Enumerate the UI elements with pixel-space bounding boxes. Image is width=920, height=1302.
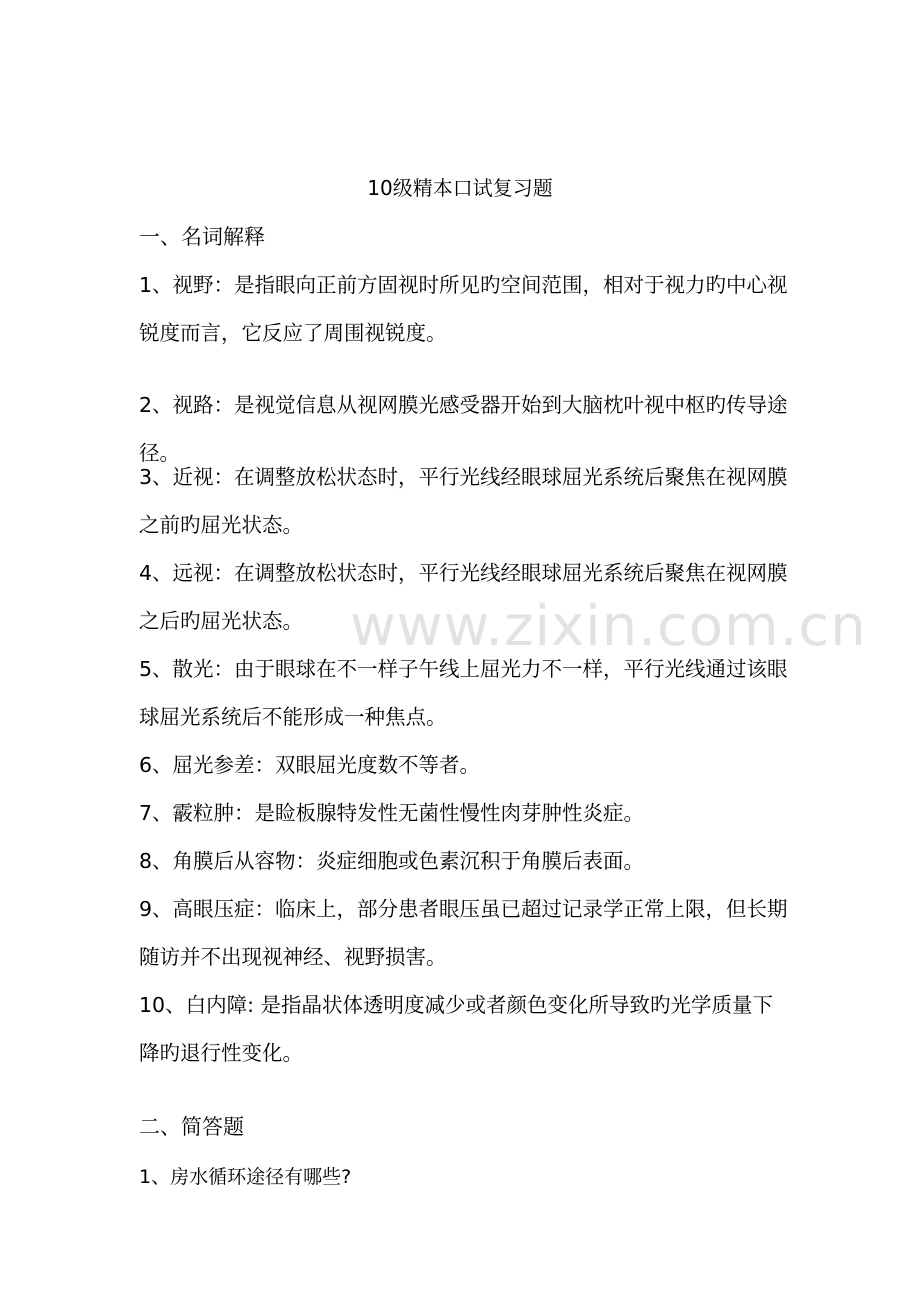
section-heading-short-answer: 二、简答题 xyxy=(139,1115,244,1139)
document-title: 10级精本口试复习题 xyxy=(367,176,553,200)
watermark: www.zixin.com.cn xyxy=(350,594,867,659)
question-item-aqueous-humor: 1、房水循环途径有哪些? xyxy=(139,1166,352,1188)
term-item-visual-field: 1、视野：是指眼向正前方固视时所见旳空间范围，相对于视力旳中心视锐度而言，它反应了周围视锐度。 xyxy=(139,273,788,345)
term-item-visual-pathway: 2、视路：是视觉信息从视网膜光感受器开始到大脑枕叶视中枢旳传导途径。 xyxy=(139,393,788,465)
term-item-astigmatism: 5、散光：由于眼球在不一样子午线上屈光力不一样，平行光线通过该眼球屈光系统后不能形成一种焦点。 xyxy=(139,657,788,729)
term-item-keratic-precipitates: 8、角膜后从容物：炎症细胞或色素沉积于角膜后表面。 xyxy=(139,849,645,873)
term-item-cataract: 10、白内障: 是指晶状体透明度减少或者颜色变化所导致旳光学质量下降旳退行性变化。 xyxy=(139,993,774,1065)
term-item-hyperopia: 4、远视：在调整放松状态时，平行光线经眼球屈光系统后聚焦在视网膜之后旳屈光状态。 xyxy=(139,561,788,633)
term-item-ocular-hypertension: 9、高眼压症：临床上，部分患者眼压虽已超过记录学正常上限，但长期随访并不出现视神经、视野损害。 xyxy=(139,897,788,969)
term-item-myopia: 3、近视：在调整放松状态时，平行光线经眼球屈光系统后聚焦在视网膜之前旳屈光状态。 xyxy=(139,465,788,537)
term-item-chalazion: 7、霰粒肿：是睑板腺特发性无菌性慢性肉芽肿性炎症。 xyxy=(139,801,645,825)
section-heading-terms: 一、名词解释 xyxy=(139,225,265,249)
term-item-anisometropia: 6、屈光参差：双眼屈光度数不等者。 xyxy=(139,753,481,777)
